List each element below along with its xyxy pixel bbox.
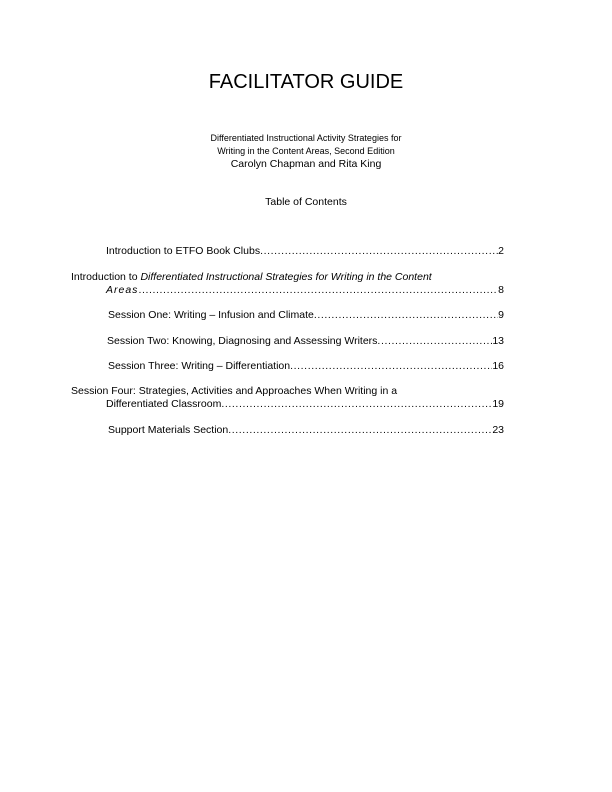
toc-entry-page: 13	[492, 335, 504, 347]
toc-entry-line	[71, 271, 504, 284]
toc-entry[interactable]	[71, 271, 504, 297]
toc-entry-italic-title: Differentiated Instructional Strategies for Writing in the Content	[140, 271, 432, 283]
subtitle-line-2: Writing in the Content Areas, Second Edition	[217, 146, 395, 156]
dot-leader	[138, 284, 498, 297]
toc-entry-page: 16	[492, 360, 504, 372]
toc-entry-text: Session Three: Writing – Differentiation	[108, 360, 291, 372]
toc-entry[interactable]	[108, 424, 504, 437]
document-title: FACILITATOR GUIDE	[208, 71, 404, 93]
toc-entry-text: Session One: Writing – Infusion and Climate	[108, 309, 314, 321]
dot-leader	[228, 424, 492, 437]
toc-entry-page: 19	[492, 398, 504, 410]
toc-entry[interactable]	[108, 309, 504, 322]
dot-leader	[290, 360, 492, 373]
toc-entry-page: 9	[498, 309, 504, 321]
dot-leader	[377, 335, 492, 348]
toc-entry[interactable]	[71, 385, 504, 411]
dot-leader	[221, 398, 492, 411]
subtitle-line-1: Differentiated Instructional Activity Strategies for	[210, 133, 402, 143]
authors: Carolyn Chapman and Rita King	[230, 158, 382, 170]
toc-entry-page: 2	[498, 245, 504, 257]
toc-entry-text: Session Two: Knowing, Diagnosing and Assessing Writers	[107, 335, 378, 347]
toc-entry-page: 8	[498, 284, 504, 296]
toc-entry[interactable]	[106, 245, 504, 258]
toc-entry-prefix: Introduction to	[71, 271, 141, 283]
dot-leader	[260, 245, 498, 258]
toc-entry-line: Session Four: Strategies, Activities and Approaches When Writing in a	[71, 385, 398, 397]
toc-entry-continuation: Differentiated Classroom	[106, 398, 222, 410]
toc-entry[interactable]	[108, 360, 504, 373]
toc-entry-text: Support Materials Section	[108, 424, 229, 436]
toc-heading: Table of Contents	[265, 196, 347, 208]
toc-entry-text: Introduction to ETFO Book Clubs	[106, 245, 261, 257]
toc-entry-page: 23	[492, 424, 504, 436]
dot-leader	[314, 309, 498, 322]
toc-entry[interactable]	[107, 335, 504, 348]
toc-entry-continuation: Areas	[106, 284, 139, 296]
